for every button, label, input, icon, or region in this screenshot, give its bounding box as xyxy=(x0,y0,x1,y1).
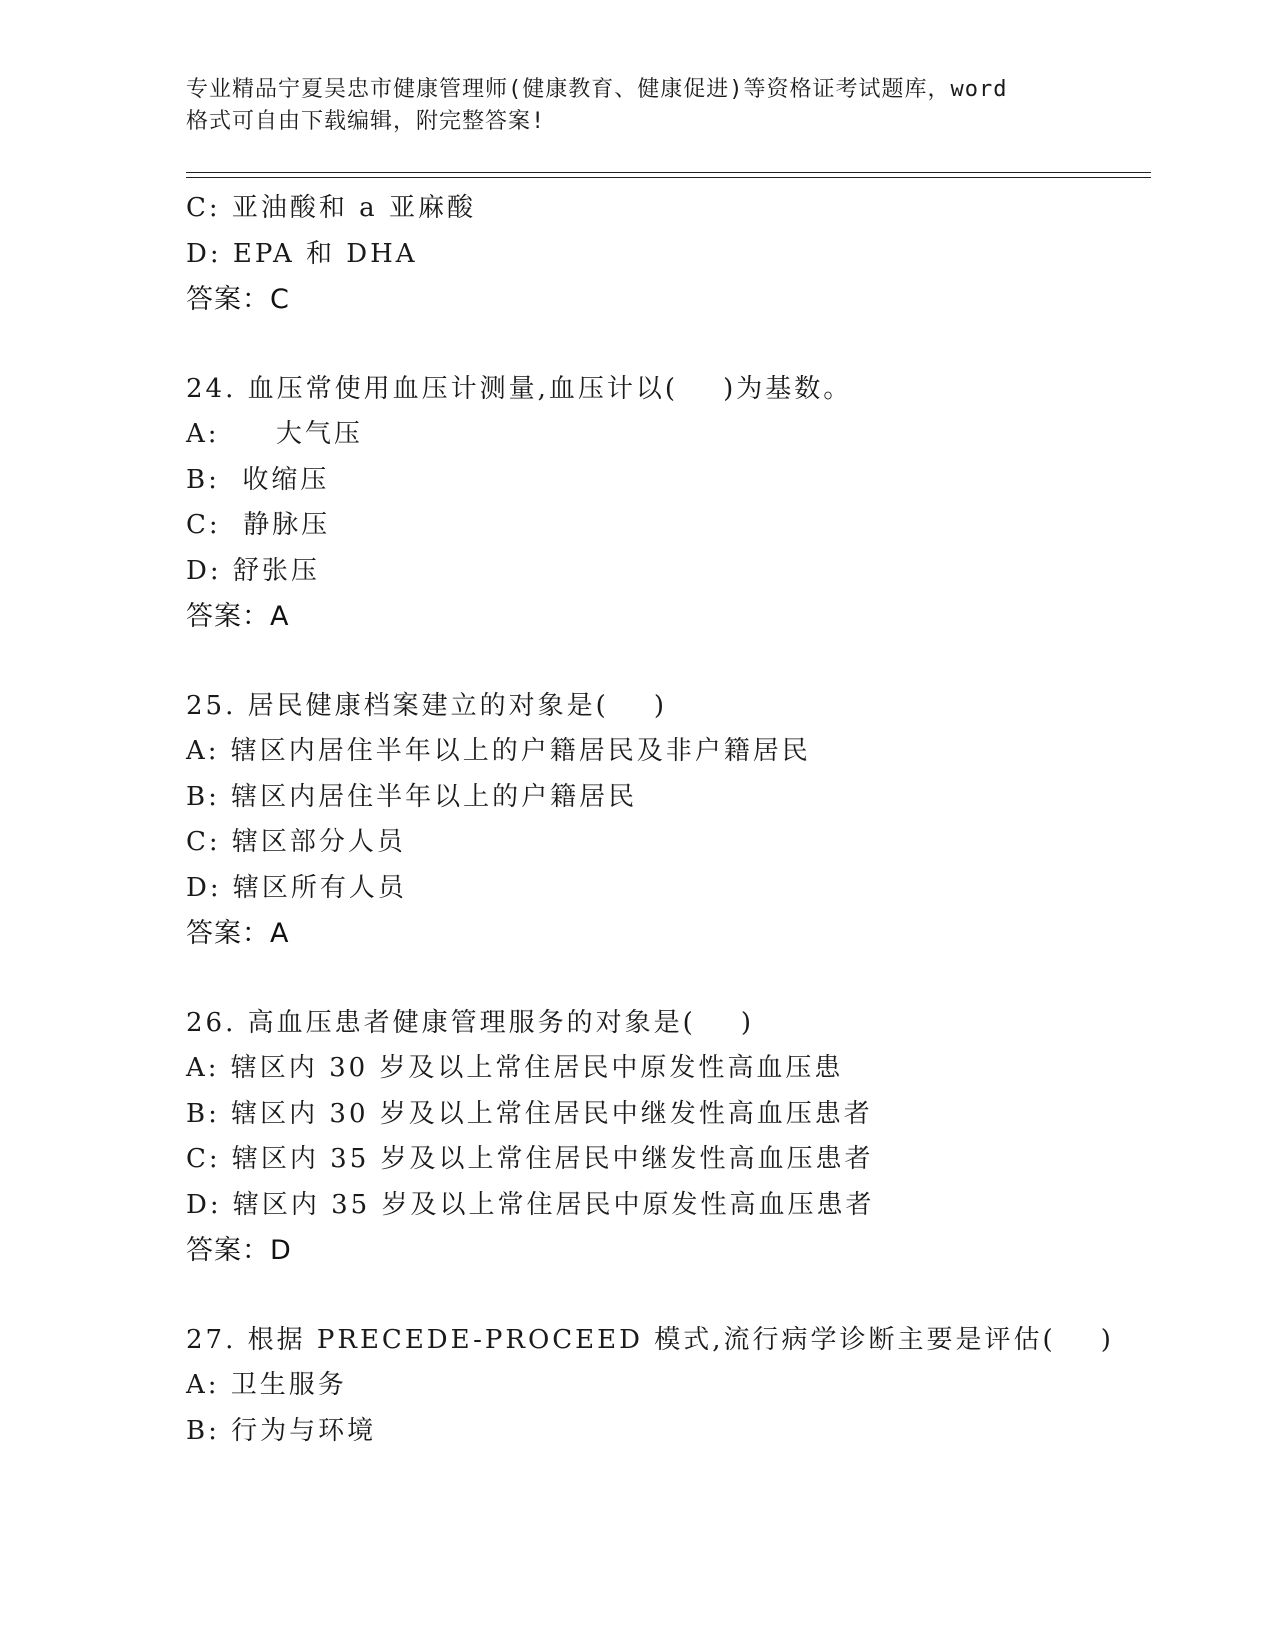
option-line: C: 亚油酸和 a 亚麻酸 xyxy=(186,193,476,223)
question-content xyxy=(186,186,1146,1454)
header-rule-top xyxy=(186,172,1151,173)
option-line: C: 静脉压 xyxy=(186,510,331,540)
option-line: D: 辖区所有人员 xyxy=(186,872,407,903)
spacer xyxy=(186,323,1146,367)
option-line: A: 辖区内居住半年以上的户籍居民及非户籍居民 xyxy=(186,736,811,766)
spacer xyxy=(186,1274,1146,1318)
question-24: 24. 血压常使用血压计测量,血压计以( )为基数。 xyxy=(186,373,853,404)
option-line: A: 辖区内 30 岁及以上常住居民中原发性高血压患 xyxy=(186,1053,844,1083)
spacer xyxy=(186,957,1146,1001)
option-line: B: 行为与环境 xyxy=(186,1415,377,1446)
answer-line: 答案：C xyxy=(186,284,290,315)
option-line: C: 辖区内 35 岁及以上常住居民中继发性高血压患者 xyxy=(186,1144,874,1174)
question-25: 25. 居民健康档案建立的对象是( ) xyxy=(186,690,667,721)
answer-line: 答案：A xyxy=(186,601,290,632)
header-line-2: 格式可自由下载编辑，附完整答案! xyxy=(186,109,546,134)
option-line: D: EPA 和 DHA xyxy=(186,238,418,269)
document-header xyxy=(186,74,1066,138)
answer-line: 答案：D xyxy=(186,1235,292,1266)
option-line: D: 辖区内 35 岁及以上常住居民中原发性高血压患者 xyxy=(186,1189,875,1220)
question-26: 26. 高血压患者健康管理服务的对象是( ) xyxy=(186,1007,754,1038)
option-line: B: 收缩压 xyxy=(186,464,330,495)
header-rule-bottom xyxy=(186,177,1151,178)
option-line: B: 辖区内居住半年以上的户籍居民 xyxy=(186,781,638,812)
option-line: A: 大气压 xyxy=(186,419,363,449)
spacer xyxy=(186,640,1146,684)
option-line: D: 舒张压 xyxy=(186,555,320,586)
option-line: C: 辖区部分人员 xyxy=(186,827,406,857)
question-27: 27. 根据 PRECEDE-PROCEED 模式,流行病学诊断主要是评估( ) xyxy=(186,1324,1114,1355)
header-line-1: 专业精品宁夏吴忠市健康管理师(健康教育、健康促进)等资格证考试题库，word xyxy=(186,77,1008,102)
option-line: A: 卫生服务 xyxy=(186,1370,347,1400)
answer-line: 答案：A xyxy=(186,918,290,949)
option-line: B: 辖区内 30 岁及以上常住居民中继发性高血压患者 xyxy=(186,1098,873,1129)
